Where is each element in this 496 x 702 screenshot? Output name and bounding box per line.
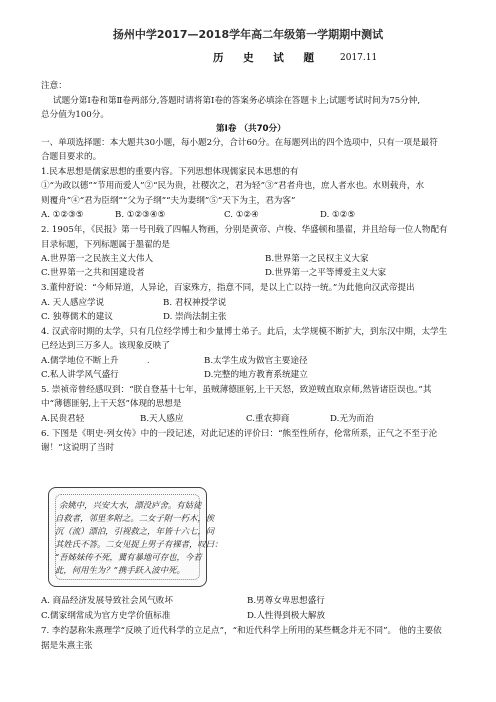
q5-option-c: C.重农抑商 (246, 414, 290, 424)
q4-stem: 4. 汉武帝时期的太学，只有几位经学博士和少量博士弟子。此后，太学规模不断扩大，到东汉中期，太学生 (41, 327, 448, 337)
q1-stem: 1.民本思想是儒家思想的重要内容。下列思想体现儒家民本思想的有 (41, 167, 299, 177)
q6-option-c: C.儒家纲常成为官方史学价值标准 (41, 611, 171, 621)
q4-option-d: D.完整的地方教育系统建立 (204, 370, 308, 380)
q2-stem: 2. 1905年，《民报》第一号刊载了四幅人物画，分别是黄帝、卢梭、华盛顿和墨翟，并且给每一位人物配有 (41, 225, 448, 235)
excerpt-line-2: 自救者，邻里多附之。二女子附一朽木，俟 (55, 513, 215, 523)
section-instruction-2: 合题目要求的。 (41, 152, 102, 162)
q7-stem: 7. 李约瑟称朱熹理学“反映了近代科学的立足点”，“和近代科学上所用的某些概念并无不同”。 他的主要依 (41, 626, 442, 636)
q3-option-c: C. 独尊儒术的建议 (41, 312, 113, 322)
q2-option-d: D.世界第一之平等博爱主义大家 (265, 268, 387, 278)
q6-option-a: A. 商品经济发展导致社会风气败坏 (41, 596, 173, 606)
exam-date: 2017.11 (340, 53, 378, 63)
notes-line-1: 试题分第Ⅰ卷和第Ⅱ卷两部分,答题时请将第Ⅰ卷的答案务必填涂在答题卡上;试题考试时间为75分钟, (53, 96, 421, 106)
q2-option-c: C.世界第一之共和国建设者 (41, 268, 145, 278)
q1-line-2: ①“为政以德”“节用而爱人”②“民为贵，社稷次之，君为轻”③“君者舟也，庶人者水也。水则载舟，水 (41, 181, 425, 191)
stray-dot: . (147, 356, 150, 365)
historical-excerpt-image (48, 487, 223, 587)
q6-option-d: D.人性得到极大解放 (247, 611, 326, 621)
q3-stem: 3.董仲舒说：“今师异道，人异论，百家殊方，指意不同，是以上亡以持一统。”为此他向汉武帝提出 (41, 283, 415, 293)
q5-option-a: A.民贵君轻 (41, 414, 85, 424)
q6-stem: 6. 下图是《明史·列女传》中的一段记述，对此记述的评价曰：“熊至性所存，伦常所系，正气之不至于沦 (41, 429, 438, 439)
q1-line-3: 则覆舟”④“君为臣纲”“父为子纲”“夫为妻纲”⑤“天下为主，君为客” (41, 196, 296, 206)
q6-option-b: B.男尊女卑思想盛行 (247, 596, 325, 606)
q4-option-b: B.太学生成为做官主要途径 (204, 356, 308, 366)
q2-option-b: B.世界第一之民权主义大家 (265, 254, 369, 264)
exam-title: 扬州中学2017—2018学年高二年级第一学期期中测试 (112, 28, 384, 41)
q6-line-2: 谢！”这说明了当时 (41, 443, 115, 453)
q3-option-b: B. 君权神授学说 (163, 298, 227, 308)
part1-heading: 第Ⅰ卷 （共70分） (216, 124, 286, 134)
q2-option-a: A.世界第一之民族主义大伟人 (41, 254, 154, 264)
q4-option-c: C.私人讲学风气盛行 (41, 370, 119, 380)
q5-option-d: D.无为而治 (330, 414, 374, 424)
excerpt-line-3: 沉（流）漂泊，引视救之，年皆十六七，问 (55, 526, 215, 536)
section-instruction-1: 一、单项选择题：本大题共30小题，每小题2分，合计60分。在每题列出的四个选项中，只有一项是最符 (41, 138, 438, 148)
notes-line-2: 总分值为100分。 (41, 110, 109, 120)
q1-option-c: C. ①②④ (224, 210, 259, 220)
q3-option-a: A. 天人感应学说 (41, 298, 105, 308)
notes-label: 注意： (41, 81, 67, 91)
q5-stem: 5. 崇祯帝曾经感叹到：“朕自登基十七年，虽贼薄德匪躬,上干天怒，致逆贼直取京师,然皆诸臣误也。”其 (41, 385, 432, 395)
q1-option-d: D. ①②⑤ (320, 210, 356, 220)
exam-subtitle: 历 史 试 题 (213, 52, 322, 64)
q2-line-2: 目录标题，下列标题属于墨翟的是 (41, 240, 170, 250)
excerpt-line-5: “吾姊妹传不死，冀有暴地可存也，今若 (55, 552, 202, 562)
q5-option-b: B.天人感应 (140, 414, 184, 424)
excerpt-line-6: 此，何用生为？”携手跃入波中死。 (55, 565, 185, 575)
excerpt-line-1: 余姚中，兴安大水，漂没庐舍。有姑徒 (59, 500, 202, 510)
q1-option-b: B. ①②③④⑤ (115, 210, 166, 220)
q4-option-a: A.儒学地位不断上升 (41, 356, 119, 366)
q4-line-2: 已经达到三万多人。该现象反映了 (41, 341, 170, 351)
excerpt-line-4: 其姓氏不答。二女见捉上男子有裸者，叹曰： (55, 539, 223, 549)
q5-line-2: 中“薄德匪躬,上干天怒”体现的思想是 (41, 399, 182, 409)
q1-option-a: A. ①②③⑤ (41, 210, 84, 220)
q7-line-2: 据是朱熹主张 (41, 641, 93, 651)
q3-option-d: D. 崇尚法制主张 (163, 312, 227, 322)
